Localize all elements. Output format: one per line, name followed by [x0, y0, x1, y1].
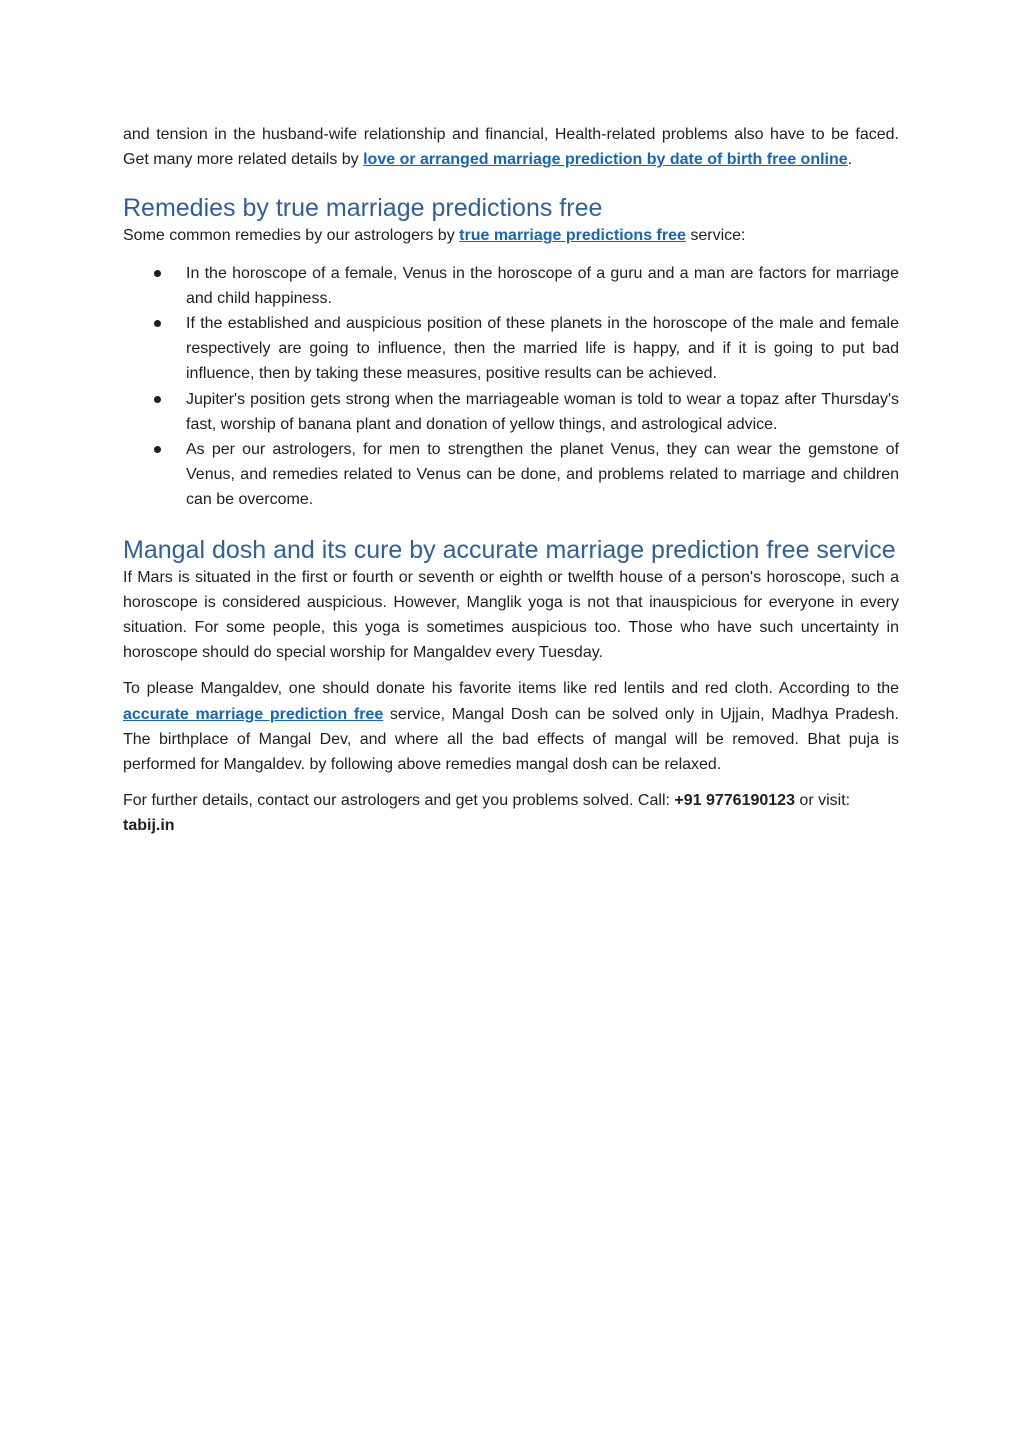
mangal-paragraph-2 [123, 676, 899, 777]
list-item-text: Jupiter's position gets strong when the marriageable woman is told to wear a topaz after Thursday's fast, worship of banana plant and donation of yellow things, and astrological advice. [186, 390, 899, 433]
document-page [123, 122, 899, 839]
intro-period: . [847, 151, 853, 169]
list-item-text: If the established and auspicious position of these planets in the horoscope of the male and female respectively are going to influence, then the married life is happy, and if it is going to put bad influence, then by taking these measures, positive results can be achieved. [186, 315, 899, 383]
bullet-icon [154, 396, 161, 403]
mangal-paragraph-1: If Mars is situated in the first or fourth or seventh or eighth or twelfth house of a person's horoscope, such a horoscope is considered auspicious. However, Manglik yoga is not that inauspicious for everyone in every situation. For some people, this yoga is sometimes auspicious too. Those who have such uncertainty in horoscope should do special worship for Mangaldev every Tuesday. [123, 568, 899, 662]
mangal-para2-suffix: service, Mangal Dosh can be solved only in Ujjain, Madhya Pradesh. The birthplace of Mangal Dev, and where all the bad effects of mangal will be removed. Bhat puja is performed for Mangaldev. by following above remedies mangal dosh can be relaxed. [123, 705, 900, 774]
mangal-dosh-heading: Mangal dosh and its cure by accurate marriage prediction free service [123, 535, 896, 564]
bullet-icon [154, 446, 161, 453]
love-or-arranged-prediction-link[interactable]: love or arranged marriage prediction by date of birth free online [363, 151, 848, 169]
bullet-icon [154, 320, 161, 327]
contact-website: tabij.in [123, 817, 175, 835]
true-marriage-predictions-link[interactable]: true marriage predictions free [459, 227, 686, 245]
list-item-text: In the horoscope of a female, Venus in the horoscope of a guru and a man are factors for marriage and child happiness. [186, 264, 899, 307]
list-item [123, 311, 899, 387]
accurate-marriage-prediction-link[interactable]: accurate marriage prediction free [123, 705, 384, 723]
contact-paragraph [123, 788, 899, 838]
list-item [123, 387, 899, 437]
remedies-bullet-list [123, 261, 899, 513]
list-item [123, 261, 899, 311]
remedies-lead-paragraph [123, 223, 899, 248]
list-item [123, 437, 899, 513]
contact-mid-text: or visit: [794, 792, 851, 810]
remedies-heading: Remedies by true marriage predictions free [123, 194, 603, 223]
contact-text: For further details, contact our astrologers and get you problems solved. Call: [123, 792, 675, 810]
bullet-icon [154, 270, 161, 277]
list-item-text: As per our astrologers, for men to strengthen the planet Venus, they can wear the gemstone of Venus, and remedies related to Venus can be done, and problems related to marriage and children can be overcome. [186, 441, 899, 509]
contact-phone: +91 9776190123 [674, 792, 795, 810]
intro-paragraph [123, 122, 899, 172]
mangal-para2-text: To please Mangaldev, one should donate his favorite items like red lentils and red cloth. According to the [123, 680, 899, 698]
remedies-lead-text: Some common remedies by our astrologers by [123, 227, 460, 245]
remedies-lead-suffix: service: [685, 227, 746, 245]
intro-text: and tension in the husband-wife relationship and financial, Health-related problems also have to be faced. Get many more related details by [123, 126, 899, 169]
